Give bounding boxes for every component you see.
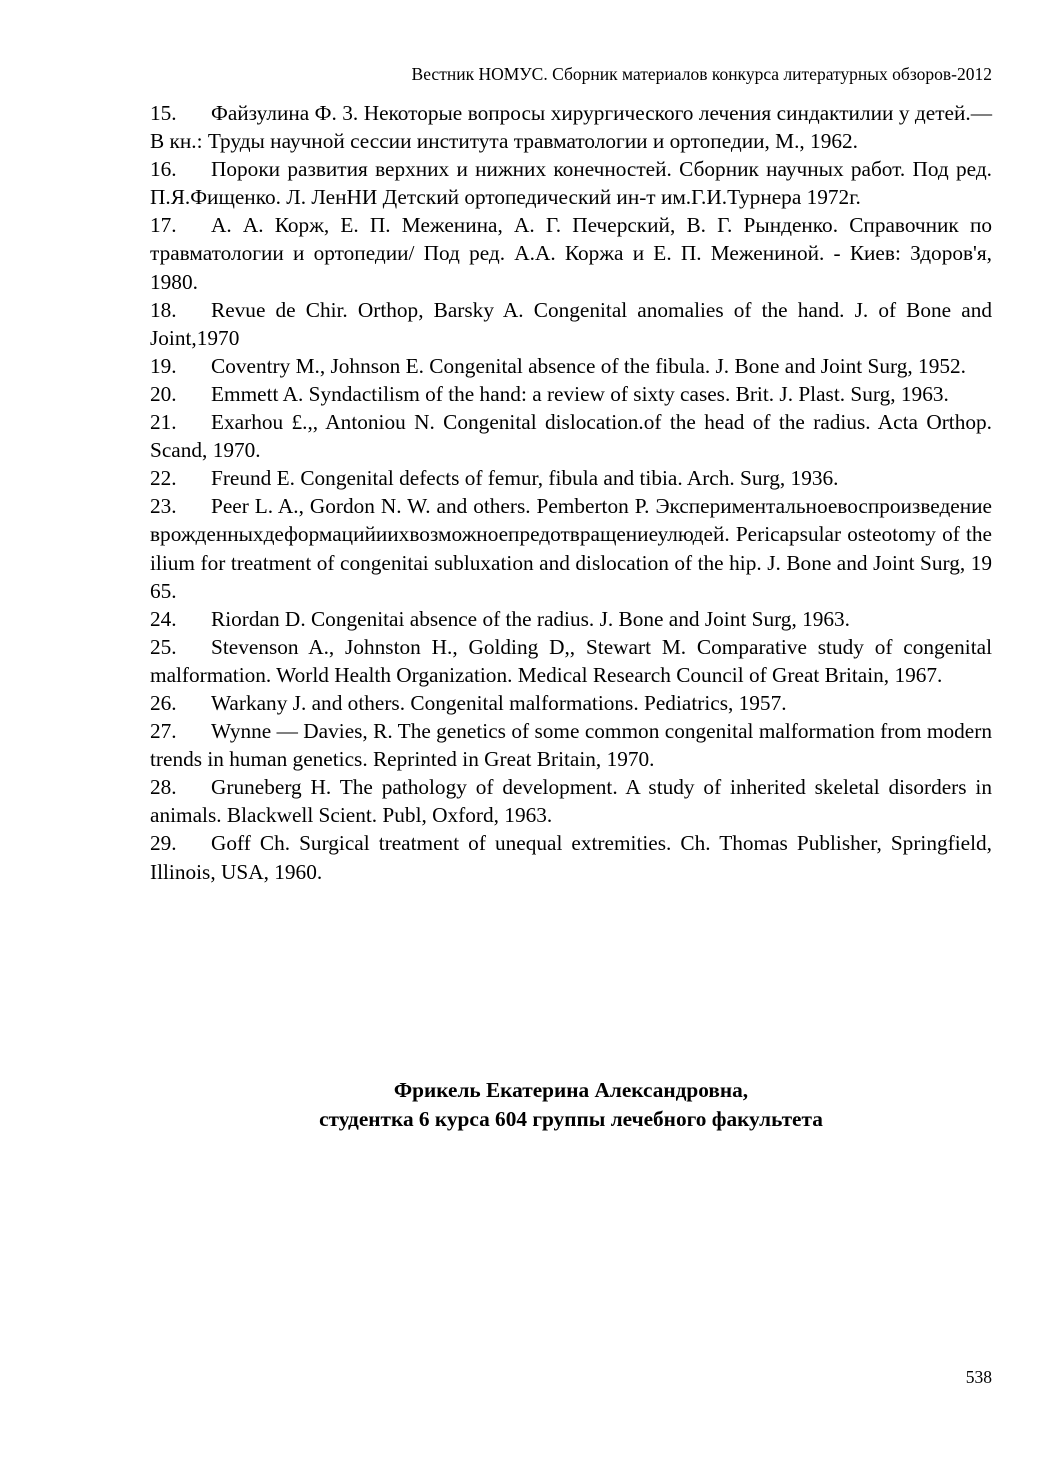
reference-list — [150, 99, 992, 886]
reference-number: 28. — [150, 775, 177, 800]
reference-text: Stevenson A., Johnston H., Golding D,, Stewart M. Comparative study of congenital malformation. World Health Organization. Medical Research Council of Great Britain, 1967. — [150, 634, 992, 687]
reference-item — [150, 99, 992, 155]
reference-text: Exarhou £.,, Antoniou N. Congenital dislocation.of the head of the radius. Acta Orthop. Scand, 1970. — [150, 410, 992, 463]
reference-text: Coventry M., Johnson E. Congenital absence of the fibula. J. Bone and Joint Surg, 1952. — [211, 353, 966, 378]
reference-item — [150, 155, 992, 211]
reference-item — [150, 773, 992, 829]
reference-item — [150, 408, 992, 464]
author-affiliation: студентка 6 курса 604 группы лечебного факультета — [319, 1106, 823, 1131]
reference-number: 26. — [150, 690, 177, 715]
reference-item — [150, 633, 992, 689]
reference-number: 16. — [150, 157, 177, 182]
reference-item — [150, 211, 992, 295]
reference-number: 29. — [150, 831, 177, 856]
reference-text: Пороки развития верхних и нижних конечностей. Сборник научных работ. Под ред. П.Я.Фищенко. Л. ЛенНИ Детский ортопедический ин-т им.Г.И.Турнера 1972г. — [150, 157, 992, 210]
reference-item — [150, 717, 992, 773]
author-name: Фрикель Екатерина Александровна, — [393, 1078, 749, 1102]
reference-number: 25. — [150, 634, 177, 659]
reference-number: 21. — [150, 410, 177, 435]
reference-item — [150, 380, 992, 408]
reference-text: Emmett A. Syndactilism of the hand: a review of sixty cases. Brit. J. Plast. Surg, 1963. — [211, 381, 949, 406]
reference-text: Warkany J. and others. Congenital malformations. Pediatrics, 1957. — [211, 690, 787, 715]
reference-item — [150, 829, 992, 885]
running-header: Вестник НОМУС. Сборник материалов конкурса литературных обзоров-2012 — [411, 64, 992, 84]
reference-number: 23. — [150, 494, 177, 519]
reference-item — [150, 464, 992, 492]
reference-text: Revue de Chir. Orthop, Barsky A. Congenital anomalies of the hand. J. of Bone and Joint,1970 — [150, 297, 992, 350]
reference-text: Gruneberg H. The pathology of development. A study of inherited skeletal disorders in animals. Blackwell Scient. Publ, Oxford, 1963. — [150, 775, 992, 828]
reference-number: 24. — [150, 606, 177, 631]
reference-number: 22. — [150, 466, 177, 491]
reference-number: 18. — [150, 297, 177, 322]
reference-item — [150, 605, 992, 633]
reference-number: 19. — [150, 353, 177, 378]
reference-text: Riordan D. Congenitai absence of the radius. J. Bone and Joint Surg, 1963. — [211, 606, 851, 631]
reference-number: 15. — [150, 101, 177, 125]
page-number: 538 — [965, 1367, 992, 1387]
reference-number: 17. — [150, 213, 177, 238]
reference-item — [150, 296, 992, 352]
reference-item — [150, 689, 992, 717]
reference-item — [150, 352, 992, 380]
reference-number: 20. — [150, 381, 177, 406]
reference-text: Wynne — Davies, R. The genetics of some common congenital malformation from modern trends in human genetics. Reprinted in Great Britain, 1970. — [150, 719, 992, 772]
author-block — [150, 1076, 992, 1133]
reference-item — [150, 492, 992, 604]
reference-number: 27. — [150, 719, 177, 744]
reference-text: Файзулина Ф. 3. Некоторые вопросы хирургического лечения синдактилии у детей.— В кн.: Труды научной сессии института травматологии и ортопедии, М., 1962. — [150, 101, 992, 154]
reference-text: Freund E. Congenital defects of femur, fibula and tibia. Arch. Surg, 1936. — [211, 466, 839, 491]
reference-text: Peer L. A., Gordon N. W. and others. Pemberton P. Экспериментальноевоспроизведениеврожденныхдеформацийиихвозможноепредотвращениеулюдей. Pericapsular osteotomy of the ilium for treatment of congenitai subluxation and dislocation of the hip. J. Bone and Joint Surg, 1965. — [150, 494, 992, 603]
reference-text: А. А. Корж, Е. П. Меженина, А. Г. Печерский, В. Г. Рынденко. Справочник по травматологии и ортопедии/ Под ред. А.А. Коржа и Е. П. Межениной. - Киев: Здоров'я, 1980. — [150, 213, 992, 294]
reference-text: Goff Ch. Surgical treatment of unequal extremities. Ch. Thomas Publisher, Springfield, Illinois, USA, 1960. — [150, 831, 992, 884]
